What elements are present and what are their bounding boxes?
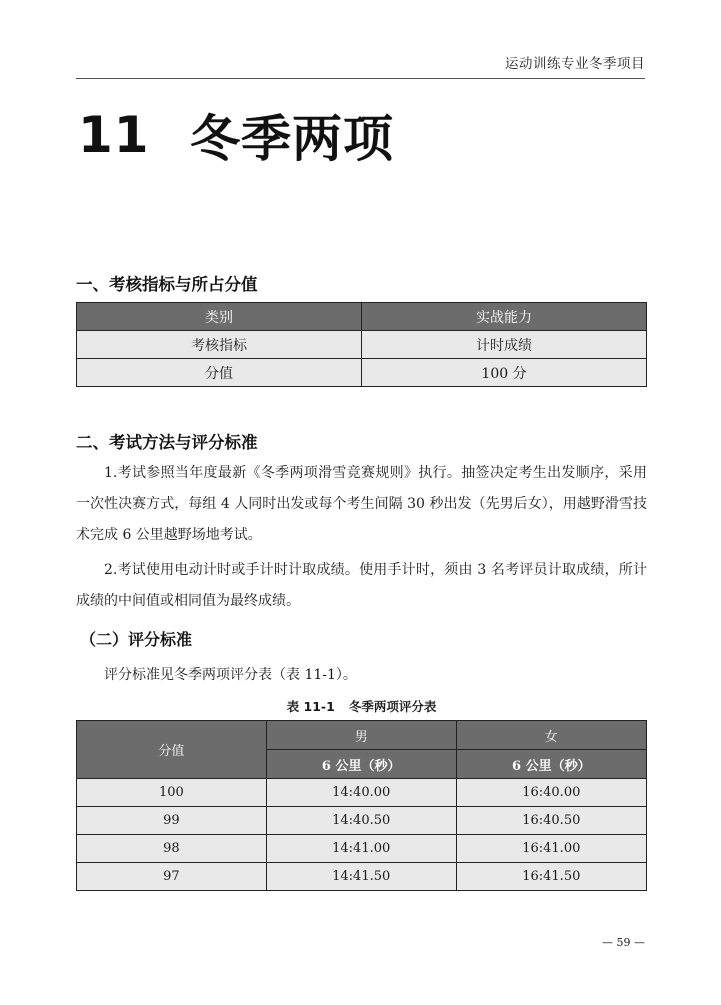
female-subheader: 6 公里（秒） [456,750,646,779]
paragraph-2: 2.考试使用电动计时或手计时计取成绩。使用手计时，须由 3 名考评员计取成绩，所计成绩的中间值或相同值为最终成绩。 [76,562,647,609]
chapter-title [78,100,394,170]
page-number: — 59 — [602,936,645,949]
female-time-cell: 16:40.00 [456,779,646,807]
table-caption [76,697,647,715]
caption-title: 冬季两项评分表 [348,699,437,714]
table-header-cell: 实战能力 [362,303,647,331]
table-row [77,779,647,807]
table-header-row [77,303,647,331]
score-cell: 99 [77,807,267,835]
table-intro: 评分标准见冬季两项评分表（表 11-1）。 [104,667,357,683]
score-cell: 100 [77,779,267,807]
indicator-table [76,302,647,387]
table-row [77,359,647,387]
female-time-cell: 16:40.50 [456,807,646,835]
table-cell: 分值 [77,359,362,387]
section1-heading: 一、考核指标与所占分值 [76,275,258,294]
table-row [77,331,647,359]
running-header: 运动训练专业冬季项目 [505,56,645,72]
header-rule [76,78,645,79]
male-time-cell: 14:41.50 [266,863,456,891]
male-column-header: 男 [266,721,456,750]
female-time-cell: 16:41.00 [456,835,646,863]
table-row [77,807,647,835]
chapter-number: 11 [78,106,150,164]
male-time-cell: 14:41.00 [266,835,456,863]
table-cell: 100 分 [362,359,647,387]
chapter-name: 冬季两项 [190,110,394,168]
male-time-cell: 14:40.50 [266,807,456,835]
caption-number: 表 11-1 [286,699,335,714]
male-subheader: 6 公里（秒） [266,750,456,779]
paragraph-1: 1.考试参照当年度最新《冬季两项滑雪竞赛规则》执行。抽签决定考生出发顺序，采用一次性决赛方式，每组 4 人同时出发或每个考生间隔 30 秒出发（先男后女），用越野滑雪技术完成 6 公里越野场地考试。 [76,465,647,543]
score-cell: 97 [77,863,267,891]
section2-heading: 二、考试方法与评分标准 [76,433,258,452]
table-row [77,835,647,863]
table-cell: 考核指标 [77,331,362,359]
female-time-cell: 16:41.50 [456,863,646,891]
table-header-row [77,721,647,750]
score-column-header: 分值 [77,721,267,779]
table-row [77,863,647,891]
score-cell: 98 [77,835,267,863]
sub-heading: （二）评分标准 [80,630,193,649]
male-time-cell: 14:40.00 [266,779,456,807]
female-column-header: 女 [456,721,646,750]
score-table [76,720,647,891]
table-header-cell: 类别 [77,303,362,331]
table-cell: 计时成绩 [362,331,647,359]
